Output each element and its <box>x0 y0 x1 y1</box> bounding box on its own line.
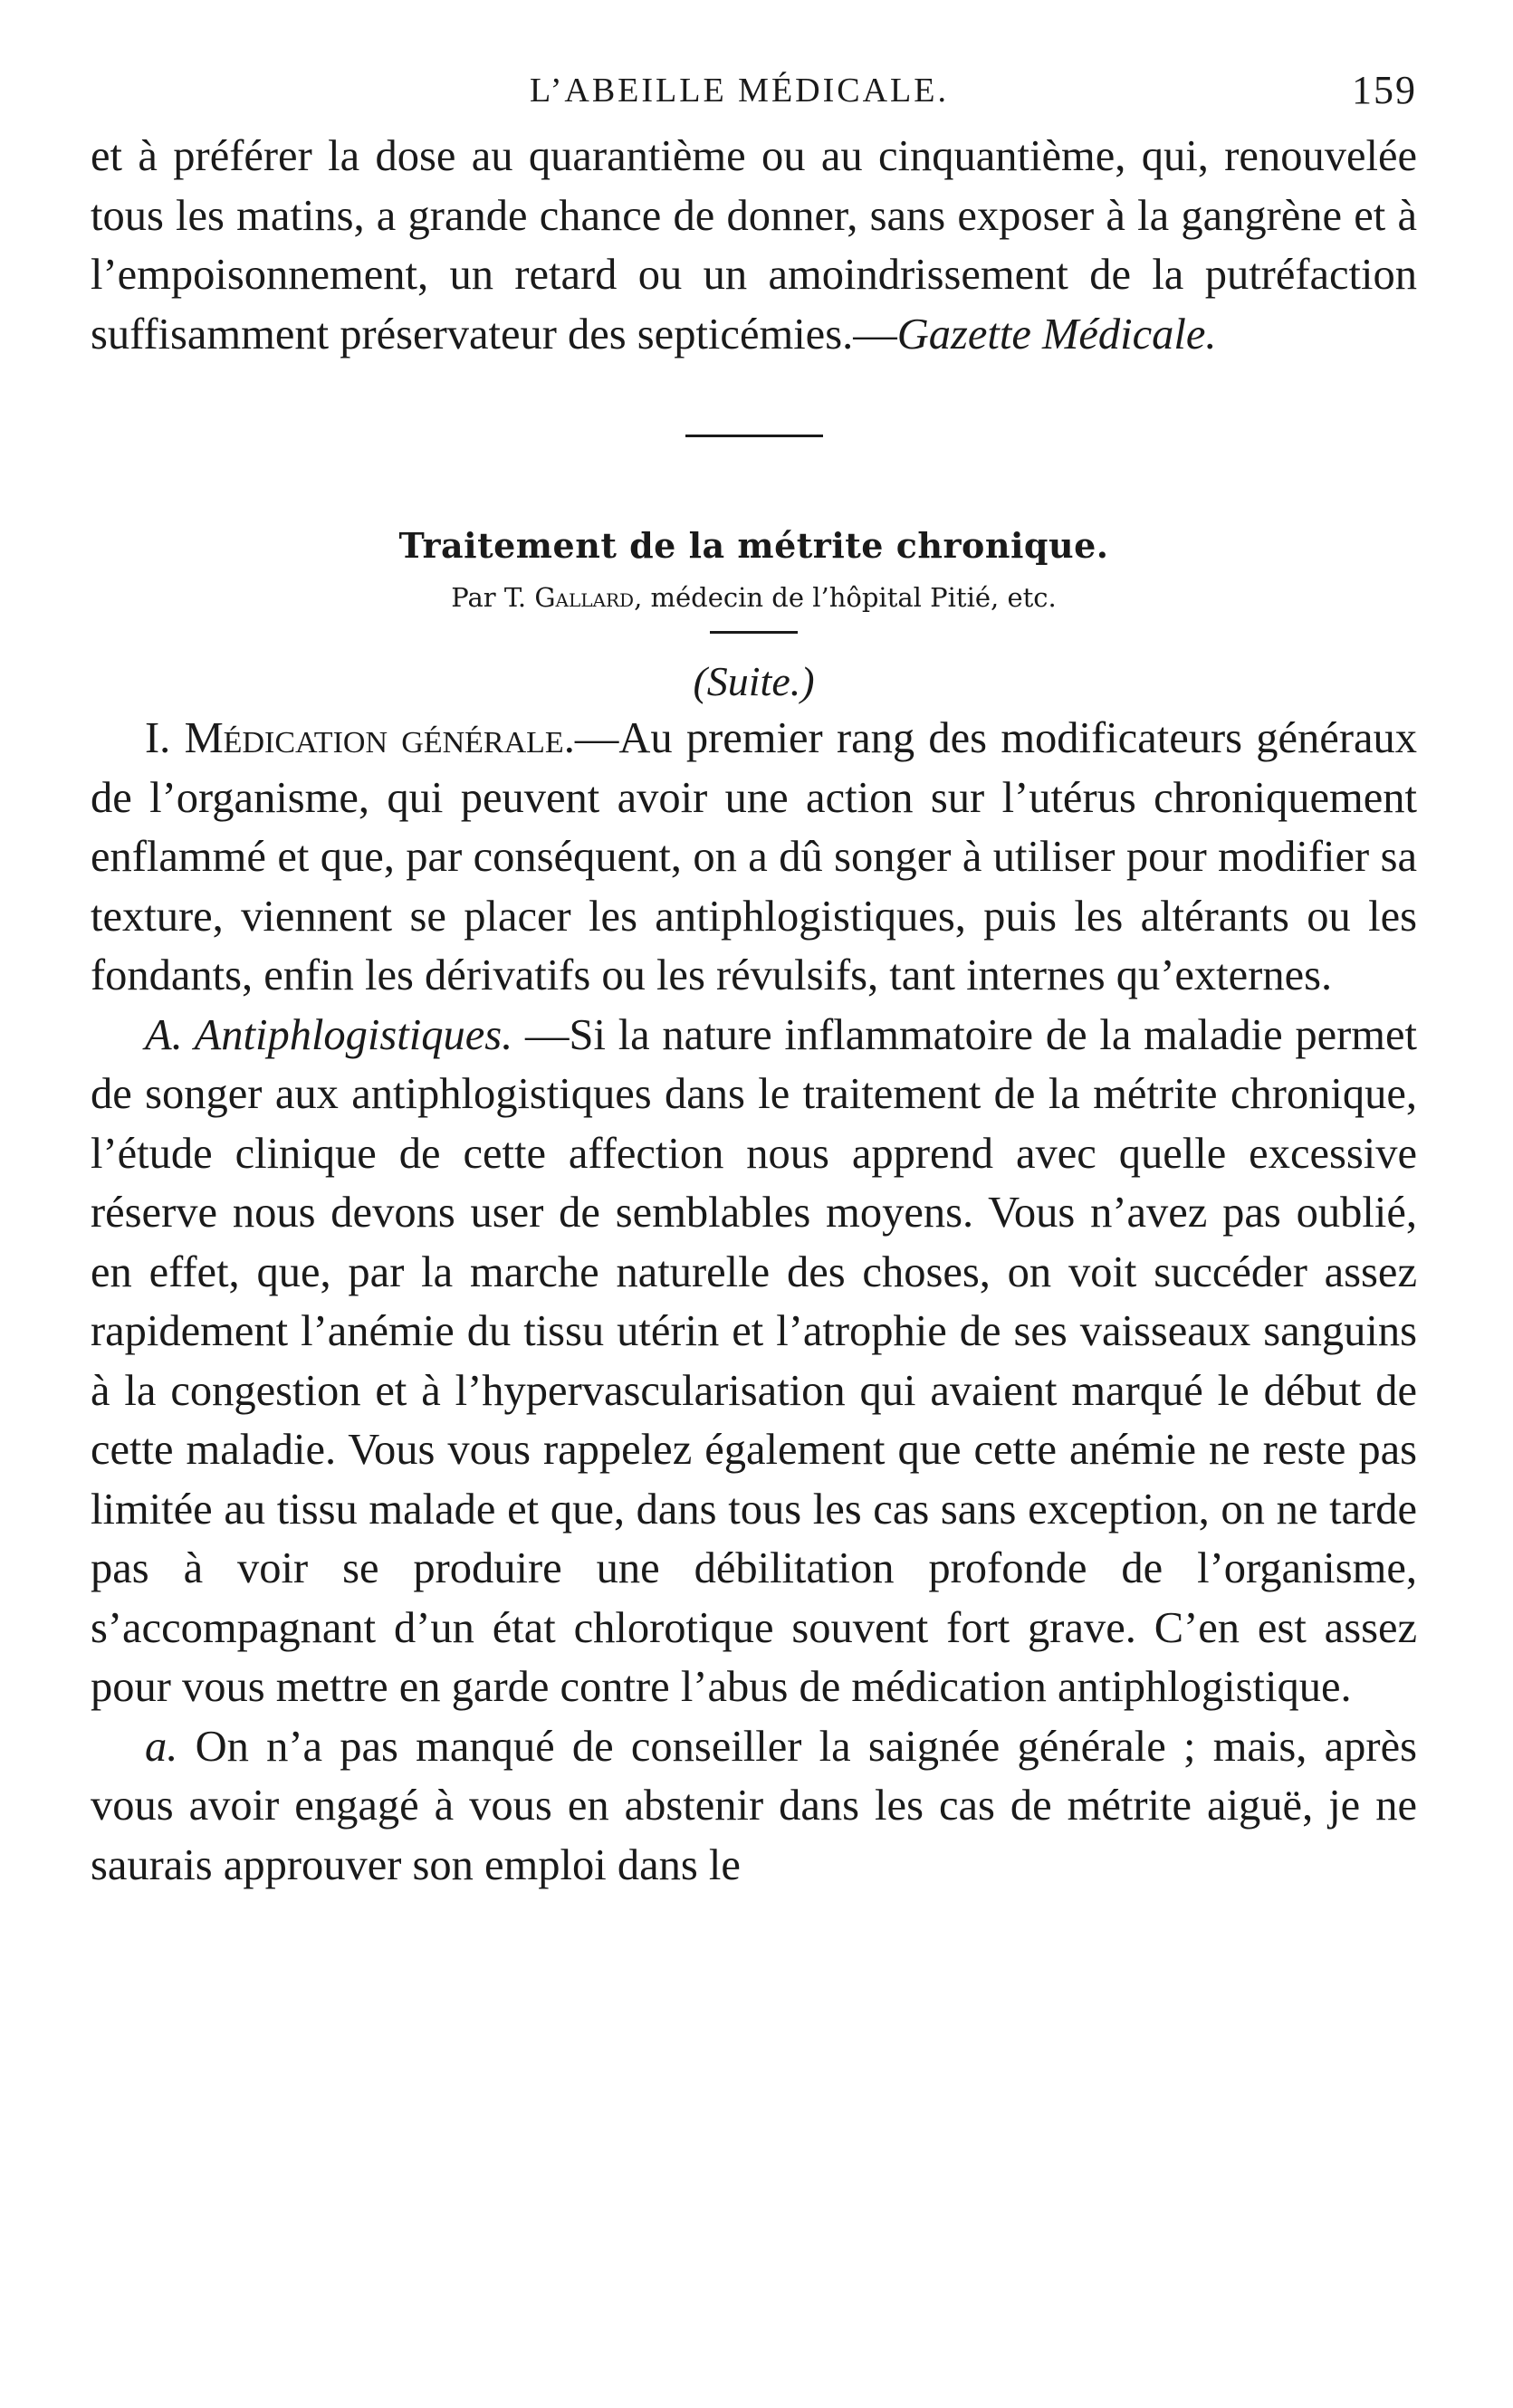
section-a-text: On n’a pas manqué de conseiller la saignée générale ; mais, après vous avoir engagé à vous en abstenir dans les cas de métrite aiguë, je ne saurais approuver son emploi dans le <box>91 1722 1417 1889</box>
section-I-number: I. <box>145 714 185 762</box>
byline-suffix: , médecin de l’hôpital Pitié, etc. <box>634 582 1057 613</box>
section-I-text: .—Au premier rang des modificateurs généraux de l’organisme, qui peuvent avoir une action sur l’utérus chroniquement enflammé et que, par conséquent, on a dû songer à utiliser pour modifier sa texture, viennent se placer les antiphlogistiques, puis les altérants ou les fondants, enfin les dérivatifs ou les révulsifs, tant internes qu’externes. <box>91 714 1418 999</box>
article-byline <box>91 582 1417 613</box>
section-A-label: A. Antiphlogistiques. <box>145 1010 513 1059</box>
paragraph-section-I <box>91 709 1417 1006</box>
running-head <box>91 63 1417 127</box>
running-head-title: L’ABEILLE MÉDICALE. <box>530 72 949 110</box>
paragraph-section-A <box>91 1006 1417 1717</box>
suite-note: (Suite.) <box>693 658 815 704</box>
continuation-text: et à préférer la dose au quarantième ou au cinquantième, qui, renouvelée tous les matins, a grande chance de donner, sans exposer à la gangrène et à l’empoisonnement, un retard ou un amoindrissement de la putréfaction suffisamment préservateur des septicémies.— <box>91 132 1417 358</box>
paragraph-section-a <box>91 1717 1417 1896</box>
byline-divider <box>710 631 798 634</box>
section-divider <box>685 435 823 437</box>
article-title: Traitement de la métrite chronique. <box>398 525 1109 566</box>
section-a-label: a. <box>145 1722 178 1771</box>
page <box>91 63 1417 1895</box>
page-number: 159 <box>1352 68 1417 112</box>
byline-author: Gallard <box>534 582 635 613</box>
section-A-text: —Si la nature inflammatoire de la maladie permet de songer aux antiphlogistiques dans le traitement de la métrite chronique, l’étude clinique de cette affection nous apprend avec quelle excessive réserve nous devons user de semblables moyens. Vous n’avez pas oublié, en effet, que, par la marche naturelle des choses, on voit succéder assez rapidement l’anémie du tissu utérin et l’atrophie de ses vaisseaux sanguins à la congestion et à l’hypervascularisation qui avaient marqué le début de cette maladie. Vous vous rappelez également que cette anémie ne reste pas limitée au tissu malade et que, dans tous les cas sans exception, on ne tarde pas à voir se produire une débilitation profonde de l’organisme, s’accompagnant d’un état chlorotique souvent fort grave. C’en est assez pour vous mettre en garde contre l’abus de médication antiphlogistique. <box>91 1010 1418 1711</box>
continuation-source: Gazette Médicale. <box>896 310 1217 358</box>
byline-prefix: Par T. <box>451 582 535 613</box>
section-I-heading: Médication générale <box>184 714 564 762</box>
continuation-paragraph <box>91 127 1417 364</box>
